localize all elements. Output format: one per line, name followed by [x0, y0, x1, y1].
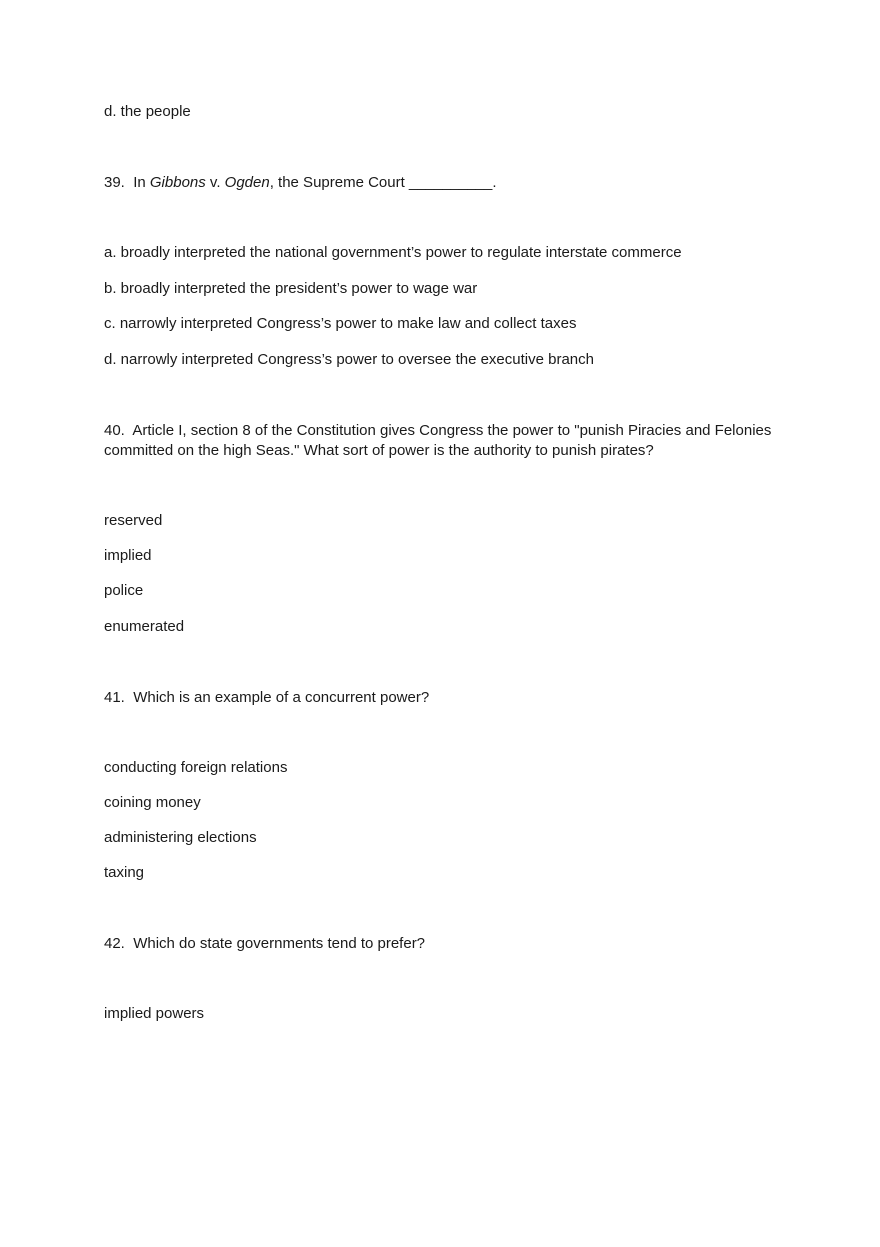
question-39 [104, 173, 794, 193]
case-name-ogden: Ogden [224, 174, 270, 191]
question-40 [104, 421, 794, 461]
question-41-text: Which is an example of a concurrent power? [133, 689, 430, 706]
q41-option-4: taxing [104, 864, 145, 881]
case-name-gibbons: Gibbons [149, 174, 206, 191]
question-39-mid: v. [205, 174, 225, 191]
q42-option-1: implied powers [104, 1005, 205, 1022]
question-39-number: 39. [104, 174, 125, 191]
q39-option-d: d. narrowly interpreted Congress’s power to oversee the executive branch [104, 351, 594, 368]
q40-option-1: reserved [104, 512, 163, 529]
question-42-number: 42. [104, 935, 125, 952]
question-42-text: Which do state governments tend to prefer? [133, 935, 426, 952]
q41-option-1: conducting foreign relations [104, 759, 288, 776]
question-42 [104, 934, 794, 954]
question-41 [104, 688, 794, 708]
question-41-number: 41. [104, 689, 125, 706]
q39-option-c: c. narrowly interpreted Congress’s power to make law and collect taxes [104, 315, 577, 332]
q40-option-3: police [104, 582, 144, 599]
q40-option-4: enumerated [104, 618, 185, 635]
q41-option-2: coining money [104, 794, 201, 811]
q41-option-3: administering elections [104, 829, 257, 846]
previous-answer-d: d. the people [104, 103, 191, 120]
q40-option-2: implied [104, 547, 152, 564]
question-39-pre: In [133, 174, 150, 191]
question-40-text: Article I, section 8 of the Constitution gives Congress the power to "punish Piracies and Felonies committed on the high Seas." What sort of power is the authority to punish pirates? [104, 422, 776, 459]
question-39-post: , the Supreme Court __________. [269, 174, 497, 191]
question-40-number: 40. [104, 422, 125, 439]
q39-option-b: b. broadly interpreted the president’s power to wage war [104, 280, 478, 297]
q39-option-a: a. broadly interpreted the national government’s power to regulate interstate commerce [104, 244, 682, 261]
